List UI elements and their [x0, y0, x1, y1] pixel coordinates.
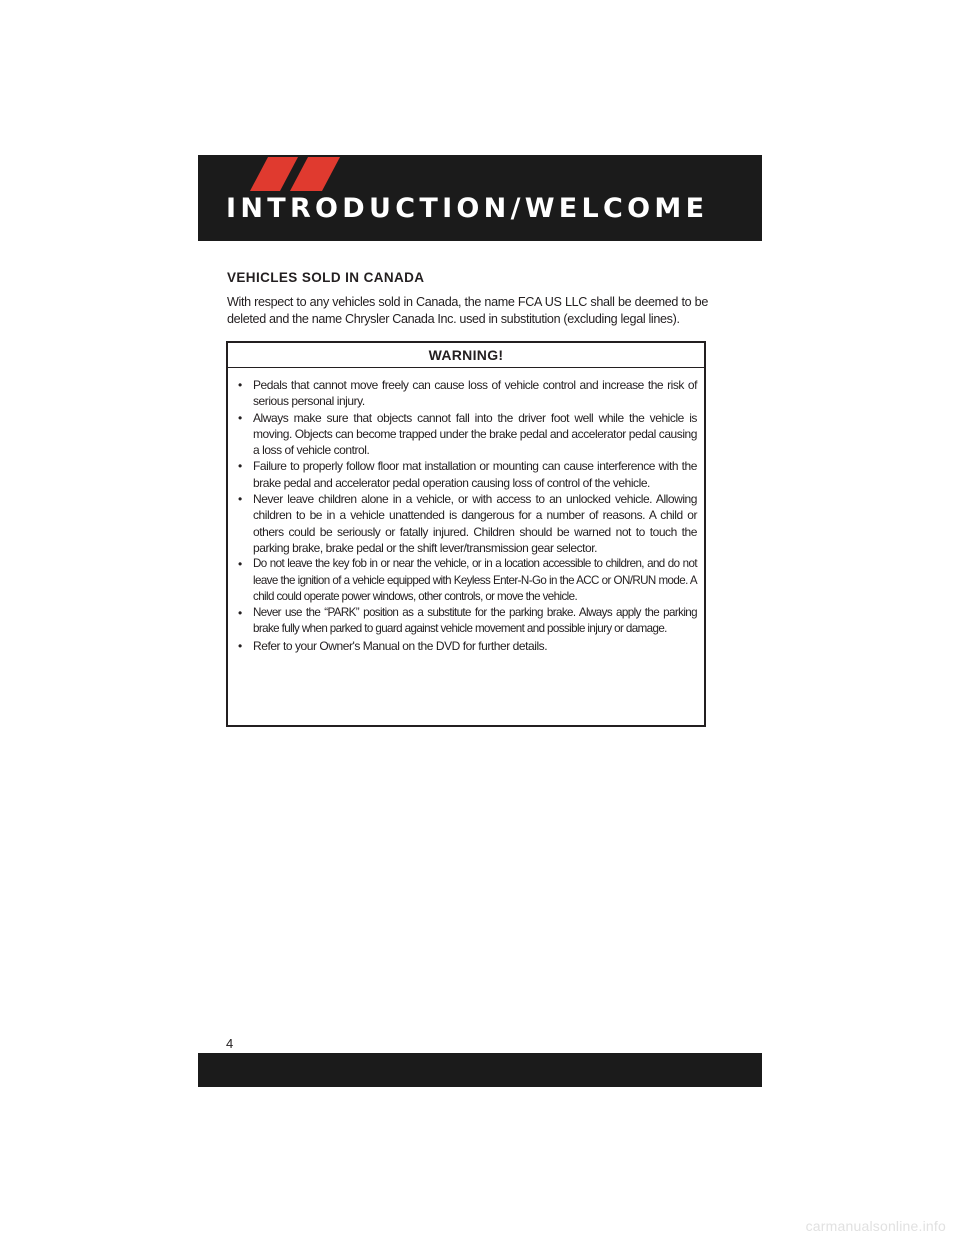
warning-item: [238, 377, 697, 410]
warning-item-text: Never use the “PARK” position as a substitute for the parking brake. Always apply the parking brake fully when parked to guard against vehicle movement and possible injury or damage.: [253, 606, 697, 636]
brand-stripes-icon: [250, 157, 340, 191]
watermark: carmanualsonline.info: [805, 1218, 946, 1234]
bullet-icon: •: [238, 606, 242, 621]
footer-bar: [198, 1053, 762, 1087]
warning-box: [226, 341, 706, 727]
warning-item: [238, 491, 697, 556]
warning-item-text: Do not leave the key fob in or near the vehicle, or in a location accessible to children, and do not leave the ignition of a vehicle equipped with Keyless Enter-N-Go in the ACC or ON/RUN mode. A child could operate power windows, other controls, or move the vehicle.: [253, 557, 697, 603]
bullet-icon: •: [238, 410, 242, 425]
chapter-header-bar: [198, 155, 762, 241]
warning-item-text: Never leave children alone in a vehicle, or with access to an unlocked vehicle. Allowing children to be in a vehicle unattended is dangerous for a number of reasons. A child or others could be seriously or fatally injured. Children should be warned not to touch the parking brake, brake pedal or the shift lever/transmission gear selector.: [253, 492, 697, 555]
warning-list: [228, 368, 704, 654]
stripe-right: [290, 157, 340, 191]
warning-title: WARNING!: [228, 343, 704, 368]
page-number: 4: [226, 1036, 234, 1051]
bullet-icon: •: [238, 459, 242, 474]
warning-item: [238, 556, 697, 605]
stripe-left: [250, 157, 298, 191]
warning-item-text: Refer to your Owner's Manual on the DVD for further details.: [253, 638, 548, 653]
section-heading: VEHICLES SOLD IN CANADA: [227, 270, 425, 285]
bullet-icon: •: [238, 378, 242, 392]
warning-item: [238, 638, 697, 654]
bullet-icon: •: [238, 492, 242, 507]
chapter-title: INTRODUCTION/WELCOME: [226, 193, 709, 224]
warning-item: [238, 605, 697, 638]
warning-item: [238, 410, 697, 459]
warning-item-text: Always make sure that objects cannot fall into the driver foot well while the vehicle is moving. Objects can become trapped under the brake pedal and accelerator pedal causing a loss of vehicle control.: [253, 410, 697, 458]
bullet-icon: •: [238, 557, 242, 572]
section-body-text: With respect to any vehicles sold in Canada, the name FCA US LLC shall be deemed to be deleted and the name Chrysler Canada Inc. used in substitution (excluding legal lines).: [227, 295, 708, 326]
warning-item-text: Pedals that cannot move freely can cause loss of vehicle control and increase the risk of serious personal injury.: [253, 378, 697, 409]
warning-item-text: Failure to properly follow floor mat installation or mounting can cause interference with the brake pedal and accelerator pedal operation causing loss of control of the vehicle.: [253, 459, 697, 490]
warning-item: [238, 458, 697, 491]
bullet-icon: •: [238, 638, 242, 653]
